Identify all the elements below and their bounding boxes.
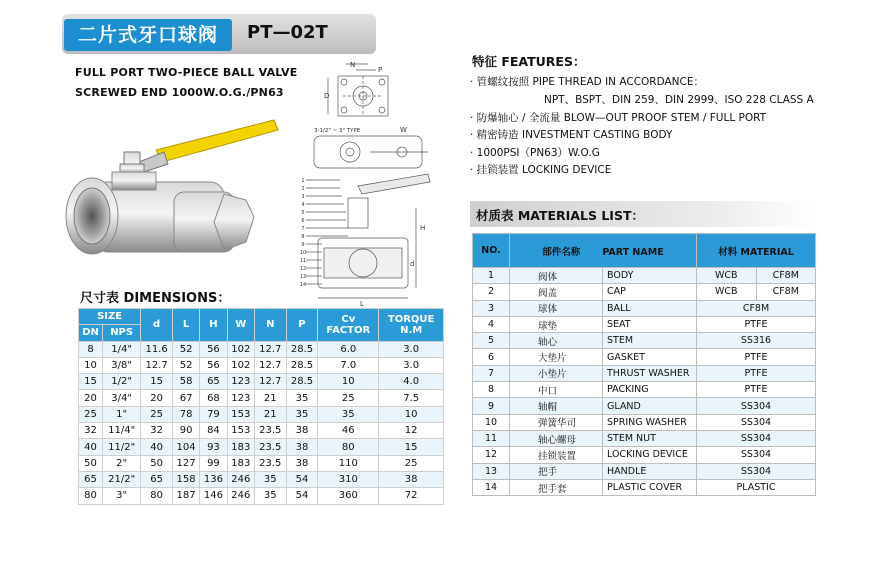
feature-item-5: · 1000PSI（PN63）W.O.G [470,147,600,159]
material-cell-m: PTFE [697,349,816,365]
dimension-cell: 35 [254,471,286,487]
drawing-label-p: P [378,66,383,74]
feature-item-2: NPT、BSPT、DIN 259、DIN 2999、ISO 228 CLASS A [544,94,814,106]
ball-valve-photo [64,112,284,282]
material-cell-en: LOCKING DEVICE [603,447,697,463]
drawing-part-12: 12 [299,266,307,272]
dimension-cell: 28.5 [286,357,318,373]
dimension-cell: 46 [318,423,379,439]
dimension-cell: 1" [103,406,141,422]
material-cell-cn: 把手套 [510,479,603,495]
dimension-cell: 153 [227,423,254,439]
dimension-cell: 54 [286,488,318,504]
dimension-row [79,455,444,471]
dimension-cell: 104 [172,439,199,455]
dimension-cell: 11/4" [103,423,141,439]
dimension-row [79,357,444,373]
material-row [473,463,816,479]
drawing-part-5: 5 [301,210,305,216]
feature-item-6: · 挂锁装置 LOCKING DEVICE [470,164,612,176]
dimension-cell: 3/4" [103,390,141,406]
material-cell-no: 7 [473,365,510,381]
material-cell-no: 4 [473,316,510,332]
materials-table [472,233,816,496]
material-row [473,430,816,446]
dimension-cell: 38 [379,471,444,487]
dimension-cell: 10 [379,406,444,422]
dimensions-title: 尺寸表 DIMENSIONS： [80,291,231,306]
dimension-cell: 79 [200,406,227,422]
dimension-cell: 65 [200,374,227,390]
dimension-cell: 158 [172,471,199,487]
dimension-row [79,488,444,504]
header-no: NO. [473,234,510,268]
material-row [473,316,816,332]
dimension-cell: 183 [227,439,254,455]
dimension-cell: 40 [79,439,103,455]
material-cell-m: SS304 [697,398,816,414]
dimension-cell: 65 [79,471,103,487]
material-cell-en: BODY [603,268,697,284]
header-d: d [141,309,173,342]
dimension-cell: 21 [254,390,286,406]
material-cell-no: 11 [473,430,510,446]
material-cell-en: HANDLE [603,463,697,479]
material-cell-en: SPRING WASHER [603,414,697,430]
material-cell-en: CAP [603,284,697,300]
material-cell-no: 2 [473,284,510,300]
dimensions-table [78,308,444,505]
material-cell-en: SEAT [603,316,697,332]
material-cell-no: 9 [473,398,510,414]
material-cell-cn: 小垫片 [510,365,603,381]
dimension-row [79,374,444,390]
material-cell-cn: 球体 [510,300,603,316]
dimension-cell: 40 [141,439,173,455]
material-row [473,333,816,349]
dimension-cell: 25 [79,406,103,422]
material-cell-cn: 大垫片 [510,349,603,365]
material-cell-m: PLASTIC [697,479,816,495]
dimension-cell: 25 [379,455,444,471]
dimension-cell: 123 [227,390,254,406]
dimension-row [79,341,444,357]
drawing-part-6: 6 [301,218,305,224]
dimension-cell: 80 [141,488,173,504]
dimension-cell: 28.5 [286,341,318,357]
dimension-cell: 25 [141,406,173,422]
dimension-cell: 35 [286,390,318,406]
drawing-part-10: 10 [299,250,307,256]
material-cell-cn: 轴心 [510,333,603,349]
dimension-cell: 38 [286,439,318,455]
material-row [473,349,816,365]
material-cell-m: SS304 [697,463,816,479]
dimension-cell: 4.0 [379,374,444,390]
dimension-cell: 80 [79,488,103,504]
material-cell-m2: CF8M [756,268,816,284]
material-cell-no: 13 [473,463,510,479]
dimension-cell: 3" [103,488,141,504]
dimension-row [79,423,444,439]
dimension-cell: 102 [227,357,254,373]
material-row [473,479,816,495]
dimension-cell: 10 [79,357,103,373]
product-model: PT—02T [247,22,328,43]
material-cell-en: BALL [603,300,697,316]
dimension-cell: 123 [227,374,254,390]
material-cell-cn: 中口 [510,382,603,398]
material-row [473,300,816,316]
material-cell-cn: 轴心螺母 [510,430,603,446]
dimension-cell: 28.5 [286,374,318,390]
dimension-cell: 56 [200,357,227,373]
dimension-cell: 38 [286,423,318,439]
dimension-cell: 8 [79,341,103,357]
header-l: L [172,309,199,342]
dimension-cell: 360 [318,488,379,504]
material-cell-m: PTFE [697,365,816,381]
dimension-cell: 35 [318,406,379,422]
dimension-cell: 32 [79,423,103,439]
header-n: N [254,309,286,342]
material-row [473,268,816,284]
dimension-cell: 110 [318,455,379,471]
dimension-cell: 20 [141,390,173,406]
dimension-cell: 15 [141,374,173,390]
material-cell-no: 10 [473,414,510,430]
dimension-cell: 58 [172,374,199,390]
material-cell-no: 8 [473,382,510,398]
dimension-cell: 183 [227,455,254,471]
dimension-cell: 84 [200,423,227,439]
dimension-cell: 50 [141,455,173,471]
dimension-cell: 153 [227,406,254,422]
dimension-cell: 127 [172,455,199,471]
drawing-part-1: 1 [301,178,305,184]
drawing-part-8: 8 [301,234,305,240]
dimension-cell: 52 [172,341,199,357]
dimension-cell: 52 [172,357,199,373]
dimension-cell: 102 [227,341,254,357]
drawing-type-note: 3-1/2" ~ 3" TYPE [314,128,361,134]
material-cell-m2: CF8M [756,284,816,300]
dimension-cell: 23.5 [254,423,286,439]
material-cell-cn: 阀体 [510,268,603,284]
drawing-label-w: W [400,126,407,134]
dimension-cell: 21/2" [103,471,141,487]
dimension-cell: 15 [379,439,444,455]
material-cell-cn: 挂锁装置 [510,447,603,463]
dimension-row [79,390,444,406]
material-cell-en: PACKING [603,382,697,398]
dimension-cell: 12 [379,423,444,439]
header-nps: NPS [103,325,141,341]
material-cell-en: THRUST WASHER [603,365,697,381]
dimension-cell: 23.5 [254,455,286,471]
dimension-cell: 3.0 [379,357,444,373]
material-cell-m: SS304 [697,430,816,446]
technical-drawing [298,58,448,308]
dimension-cell: 12.7 [141,357,173,373]
material-cell-cn: 把手 [510,463,603,479]
dimension-cell: 35 [286,406,318,422]
drawing-label-d: D [324,92,330,100]
header-torque: TORQUE N.M [379,309,444,342]
materials-title: 材质表 MATERIALS LIST： [476,208,644,223]
dimension-cell: 78 [172,406,199,422]
material-cell-no: 6 [473,349,510,365]
dimension-cell: 56 [200,341,227,357]
header-dn: DN [79,325,103,341]
drawing-label-n: N [350,61,356,69]
dimension-cell: 10 [318,374,379,390]
drawing-label-h: H [420,224,426,232]
material-cell-m1: WCB [697,284,757,300]
material-cell-cn: 阀盖 [510,284,603,300]
header-size: SIZE [79,309,141,325]
dimension-cell: 6.0 [318,341,379,357]
material-row [473,447,816,463]
dimension-cell: 72 [379,488,444,504]
material-cell-en: STEM NUT [603,430,697,446]
dimension-cell: 2" [103,455,141,471]
material-cell-m: SS316 [697,333,816,349]
material-cell-cn: 轴帽 [510,398,603,414]
dimension-cell: 21 [254,406,286,422]
drawing-part-2: 2 [301,186,305,192]
material-cell-m: PTFE [697,316,816,332]
material-cell-m: SS304 [697,447,816,463]
material-row [473,414,816,430]
dimension-cell: 3/8" [103,357,141,373]
dimension-cell: 1/2" [103,374,141,390]
dimension-cell: 310 [318,471,379,487]
feature-item-1: · 管螺纹按照 PIPE THREAD IN ACCORDANCE： [470,76,705,88]
drawing-part-11: 11 [299,258,307,264]
dimension-row [79,471,444,487]
dimension-cell: 11/2" [103,439,141,455]
dimension-cell: 3.0 [379,341,444,357]
dimension-cell: 25 [318,390,379,406]
dimension-row [79,406,444,422]
dimension-cell: 246 [227,471,254,487]
drawing-label-d-small: d [410,260,415,268]
feature-item-4: · 精密铸造 INVESTMENT CASTING BODY [470,129,673,141]
dimension-cell: 12.7 [254,374,286,390]
features-title: 特征 FEATURES： [472,54,586,69]
dimension-cell: 20 [79,390,103,406]
dimension-cell: 80 [318,439,379,455]
dimension-cell: 23.5 [254,439,286,455]
dimension-cell: 90 [172,423,199,439]
dimension-cell: 11.6 [141,341,173,357]
header-cv: Cv FACTOR [318,309,379,342]
drawing-label-l: L [360,300,364,308]
description-line-1: FULL PORT TWO-PIECE BALL VALVE [75,66,298,79]
material-cell-en: PLASTIC COVER [603,479,697,495]
dimension-cell: 12.7 [254,357,286,373]
dimension-cell: 15 [79,374,103,390]
dimension-cell: 54 [286,471,318,487]
material-cell-en: STEM [603,333,697,349]
material-row [473,382,816,398]
material-cell-en: GASKET [603,349,697,365]
material-cell-no: 3 [473,300,510,316]
material-cell-cn: 弹簧华司 [510,414,603,430]
feature-item-3: · 防爆轴心 / 全流量 BLOW—OUT PROOF STEM / FULL PORT [470,112,767,124]
material-cell-m: CF8M [697,300,816,316]
dimension-cell: 50 [79,455,103,471]
dimension-cell: 187 [172,488,199,504]
material-row [473,365,816,381]
header-p: P [286,309,318,342]
drawing-part-3: 3 [301,194,305,200]
material-cell-m1: WCB [697,268,757,284]
dimension-cell: 32 [141,423,173,439]
drawing-part-14: 14 [299,282,307,288]
material-cell-no: 14 [473,479,510,495]
dimension-cell: 65 [141,471,173,487]
header-part-name: 部件名称 PART NAME [510,234,697,268]
dimension-cell: 99 [200,455,227,471]
dimension-cell: 35 [254,488,286,504]
dimension-row [79,439,444,455]
dimension-cell: 12.7 [254,341,286,357]
header-material: 材料 MATERIAL [697,234,816,268]
material-cell-m: SS304 [697,414,816,430]
dimension-cell: 93 [200,439,227,455]
dimension-cell: 1/4" [103,341,141,357]
dimension-cell: 67 [172,390,199,406]
dimension-cell: 7.5 [379,390,444,406]
product-title-cn: 二片式牙口球阀 [64,19,232,51]
material-cell-no: 1 [473,268,510,284]
material-cell-cn: 球垫 [510,316,603,332]
drawing-part-9: 9 [301,242,305,248]
header-w: W [227,309,254,342]
drawing-part-7: 7 [301,226,305,232]
material-cell-no: 5 [473,333,510,349]
material-cell-en: GLAND [603,398,697,414]
drawing-part-13: 13 [299,274,307,280]
material-cell-m: PTFE [697,382,816,398]
material-row [473,284,816,300]
dimension-cell: 246 [227,488,254,504]
header-h: H [200,309,227,342]
material-row [473,398,816,414]
drawing-part-4: 4 [301,202,305,208]
dimension-cell: 136 [200,471,227,487]
dimension-cell: 68 [200,390,227,406]
dimension-cell: 38 [286,455,318,471]
dimension-cell: 7.0 [318,357,379,373]
dimension-cell: 146 [200,488,227,504]
material-cell-no: 12 [473,447,510,463]
description-line-2: SCREWED END 1000W.O.G./PN63 [75,86,284,99]
